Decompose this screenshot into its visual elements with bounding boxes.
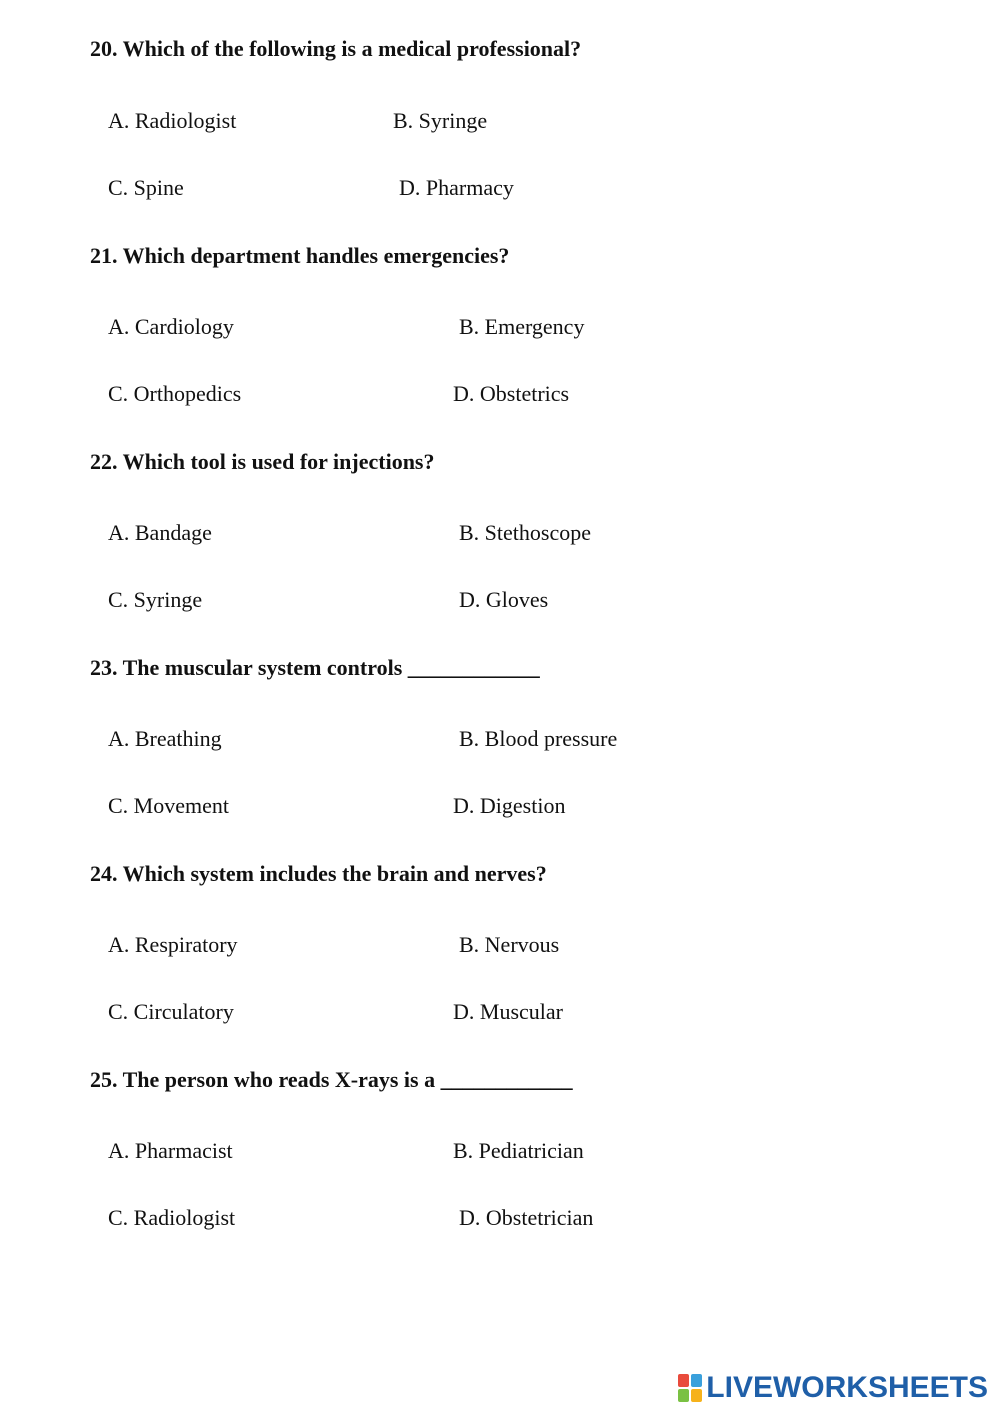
question-23-title: 23. The muscular system controls ____________ bbox=[90, 655, 540, 680]
question-25-option-c[interactable]: C. Radiologist bbox=[108, 1205, 236, 1230]
question-23-option-d[interactable]: D. Digestion bbox=[453, 793, 566, 818]
question-25-title: 25. The person who reads X-rays is a ____________ bbox=[90, 1067, 573, 1092]
question-25-option-a[interactable]: A. Pharmacist bbox=[108, 1138, 233, 1163]
question-20-option-d[interactable]: D. Pharmacy bbox=[399, 175, 514, 200]
logo-tile-blue bbox=[691, 1374, 702, 1387]
question-22-title: 22. Which tool is used for injections? bbox=[90, 449, 435, 474]
question-20-title: 20. Which of the following is a medical professional? bbox=[90, 36, 582, 61]
question-22-option-c[interactable]: C. Syringe bbox=[108, 587, 203, 612]
question-22-option-a[interactable]: A. Bandage bbox=[108, 520, 212, 545]
question-21-option-d[interactable]: D. Obstetrics bbox=[453, 381, 570, 406]
logo-tile-red bbox=[678, 1374, 689, 1387]
question-23-option-c[interactable]: C. Movement bbox=[108, 793, 229, 818]
question-25-option-b[interactable]: B. Pediatrician bbox=[453, 1138, 584, 1163]
question-20-option-c[interactable]: C. Spine bbox=[108, 175, 184, 200]
question-21-title: 21. Which department handles emergencies? bbox=[90, 243, 510, 268]
question-20-option-a[interactable]: A. Radiologist bbox=[108, 108, 237, 133]
question-22-option-b[interactable]: B. Stethoscope bbox=[459, 520, 591, 545]
question-24-title: 24. Which system includes the brain and nerves? bbox=[90, 861, 547, 886]
question-21-option-c[interactable]: C. Orthopedics bbox=[108, 381, 242, 406]
question-24-option-b[interactable]: B. Nervous bbox=[459, 932, 560, 957]
question-20-option-b[interactable]: B. Syringe bbox=[393, 108, 488, 133]
question-21-option-b[interactable]: B. Emergency bbox=[459, 314, 585, 339]
question-22-option-d[interactable]: D. Gloves bbox=[459, 587, 549, 612]
logo-text: LIVEWORKSHEETS bbox=[706, 1371, 988, 1404]
logo-tile-green bbox=[678, 1389, 689, 1402]
question-23-option-b[interactable]: B. Blood pressure bbox=[459, 726, 618, 751]
question-24-option-d[interactable]: D. Muscular bbox=[453, 999, 563, 1024]
question-24-option-a[interactable]: A. Respiratory bbox=[108, 932, 238, 957]
question-21-option-a[interactable]: A. Cardiology bbox=[108, 314, 234, 339]
liveworksheets-logo-icon bbox=[678, 1374, 702, 1402]
logo-tile-yellow bbox=[691, 1389, 702, 1402]
question-25-option-d[interactable]: D. Obstetrician bbox=[459, 1205, 594, 1230]
question-23-option-a[interactable]: A. Breathing bbox=[108, 726, 222, 751]
question-24-option-c[interactable]: C. Circulatory bbox=[108, 999, 234, 1024]
liveworksheets-logo bbox=[678, 1368, 988, 1408]
